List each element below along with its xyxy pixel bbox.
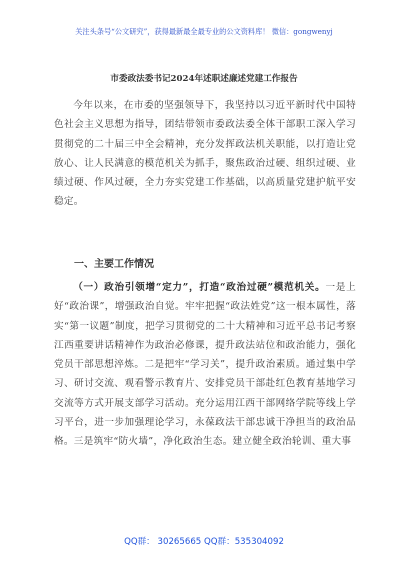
work-paragraph-body: 一是上好“政治课”，增强政治自觉。牢牢把握“政法姓党”这一根本属性，落实“第一议题”制度，把学习贯彻党的二十大精神和习近平总书记考察江西重要讲话精神作为政治必修课，提升政法站位和政治能力，强化党员干部思想淬炼。二是把牢“学习关”，提升政治素质。通过集中学习、研讨交流、观看警示教育片、安排党员干部赴红色教育基地学习交流等方式开展支部学习活动。充分运用江西干部网络学院等线上学习平台，进一步加强理论学习，永葆政法干部忠诚干净担当的政治品格。三是筑牢“防火墙”，净化政治生态。建立健全政治轮训、重大事 bbox=[54, 282, 357, 448]
footer-qq-groups: QQ群： 30265665 QQ群：535304092 bbox=[124, 537, 284, 547]
work-paragraph bbox=[54, 278, 356, 452]
document-title: 市委政法委书记2024年述职述廉述党建工作报告 bbox=[110, 74, 298, 84]
header-promo-note: 关注头条号“公文研究”，获得最新最全最专业的公文资料库！ 微信：gongwenyj bbox=[75, 27, 333, 36]
subsection-heading: （一）政治引领增“定力”，打造“政治过硬”模范机关。 bbox=[73, 282, 326, 293]
section-heading: 一、主要工作情况 bbox=[74, 259, 154, 270]
intro-paragraph: 今年以来，在市委的坚强领导下，我坚持以习近平新时代中国特色社会主义思想为指导，团结带领市委政法委全体干部职工深入学习贯彻党的二十届三中全会精神，充分发挥政法机关职能，以打造让党放心、让人民满意的模范机关为抓手，聚焦政治过硬、组织过硬、业绩过硬、作风过硬，全力夯实党建工作基础，以高质量党建护航平安稳定。 bbox=[54, 100, 356, 208]
